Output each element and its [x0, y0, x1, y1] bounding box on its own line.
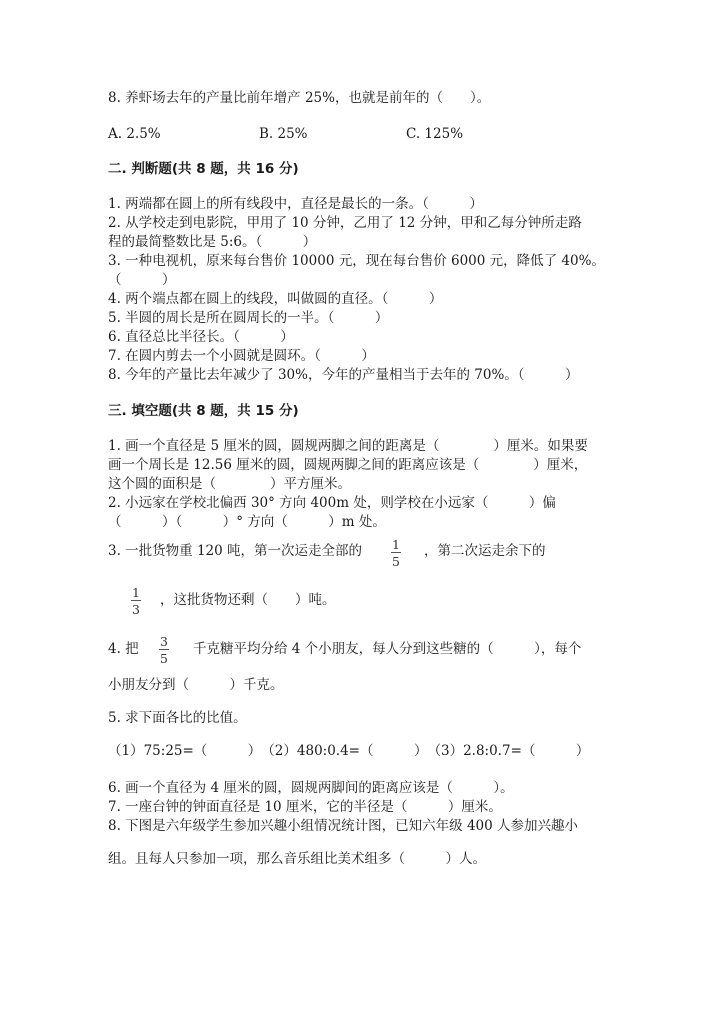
- tf-line-5: （ ）: [108, 272, 176, 288]
- tf-line-9: 7. 在圆内剪去一个小圆就是圆环。（ ）: [108, 348, 375, 364]
- fill-q4-part-1: 4. 把: [108, 641, 139, 657]
- section-2-title: 二. 判断题(共 8 题，共 16 分): [108, 161, 299, 177]
- fill-q5-stem: 5. 求下面各比的比值。: [108, 710, 247, 726]
- fill-q7: 7. 一座台钟的钟面直径是 10 厘米，它的半径是（ ）厘米。: [108, 799, 502, 815]
- fraction-denominator: 5: [160, 651, 168, 666]
- fill-q1-line-2: 画一个周长是 12.56 厘米的圆，圆规两脚之间的距离应该是（ ）厘米，: [108, 457, 588, 473]
- mc-question-8-option-b: B. 25%: [259, 126, 308, 142]
- fraction-numerator: 1: [132, 585, 140, 600]
- fraction-bar: [391, 552, 401, 553]
- fill-q3-fraction-one-third: [131, 586, 141, 616]
- fill-q8-line-2: 组。且每人只参加一项，那么音乐组比美术组多（ ）人。: [108, 851, 486, 867]
- fraction-numerator: 3: [160, 634, 168, 649]
- fraction-denominator: 3: [132, 602, 140, 617]
- fill-q6: 6. 画一个直径为 4 厘米的圆，圆规两脚间的距离应该是（ ）。: [108, 780, 514, 796]
- tf-line-4: 3. 一种电视机，原来每台售价 10000 元，现在每台售价 6000 元，降低了 40%。: [108, 253, 605, 269]
- mc-question-8-option-a: A. 2.5%: [108, 126, 161, 142]
- fill-q3-part-3: ，这批货物还剩（ ）吨。: [160, 592, 336, 608]
- fill-q4-fraction-three-fifths: [159, 635, 169, 665]
- tf-line-3: 程的最简整数比是 5:6。（ ）: [108, 234, 317, 250]
- fraction-bar: [159, 649, 169, 650]
- mc-question-8-stem: 8. 养虾场去年的产量比前年增产 25%，也就是前年的（ ）。: [108, 90, 491, 106]
- fill-q5-items: （1）75:25=（ ） （2）480:0.4=（ ） （3）2.8:0.7=（ ）: [108, 743, 590, 759]
- tf-line-6: 4. 两个端点都在圆上的线段，叫做圆的直径。（ ）: [108, 291, 443, 307]
- fraction-bar: [131, 600, 141, 601]
- fraction-numerator: 1: [392, 537, 400, 552]
- fill-q3-fraction-one-fifth: [391, 538, 401, 568]
- tf-line-1: 1. 两端都在圆上的所有线段中，直径是最长的一条。（ ）: [108, 196, 483, 212]
- fill-q2-line-1: 2. 小远家在学校北偏西 30° 方向 400m 处，则学校在小远家（ ）偏: [108, 495, 556, 511]
- tf-line-2: 2. 从学校走到电影院，甲用了 10 分钟，乙用了 12 分钟，甲和乙每分钟所走路: [108, 215, 582, 231]
- fill-q4-part-3: 小朋友分到（ ）千克。: [108, 677, 284, 693]
- mc-question-8-option-c: C. 125%: [406, 126, 464, 142]
- fill-q1-line-1: 1. 画一个直径是 5 厘米的圆，圆规两脚之间的距离是（ ）厘米。如果要: [108, 438, 588, 454]
- fill-q8-line-1: 8. 下图是六年级学生参加兴趣小组情况统计图，已知六年级 400 人参加兴趣小: [108, 818, 579, 834]
- fill-q1-line-3: 这个圆的面积是（ ）平方厘米。: [108, 476, 351, 492]
- fill-q4-part-2: 千克糖平均分给 4 个小朋友，每人分到这些糖的（ ），每个: [193, 641, 582, 657]
- fill-q3-part-2: ，第二次运走余下的: [424, 543, 546, 559]
- tf-line-8: 6. 直径总比半径长。（ ）: [108, 329, 294, 345]
- fill-q2-line-2: （ ）（ ）° 方向（ ）m 处。: [108, 514, 386, 530]
- tf-line-7: 5. 半圆的周长是所在圆周长的一半。（ ）: [108, 310, 389, 326]
- tf-line-10: 8. 今年的产量比去年减少了 30%，今年的产量相当于去年的 70%。（ ）: [108, 367, 579, 383]
- section-3-title: 三. 填空题(共 8 题，共 15 分): [108, 403, 299, 419]
- fill-q3-part-1: 3. 一批货物重 120 吨，第一次运走全部的: [108, 543, 363, 559]
- fraction-denominator: 5: [392, 554, 400, 569]
